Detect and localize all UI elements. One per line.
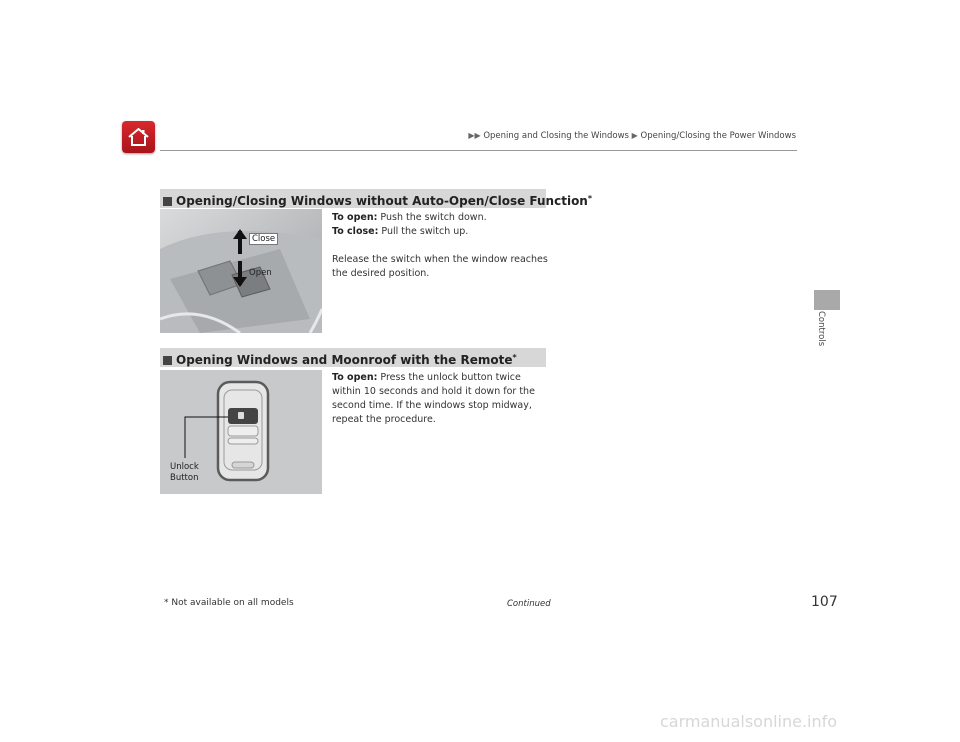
home-icon [126, 125, 151, 149]
open-instruction: Press the unlock button twice within 10 seconds and hold it down for the second time. If the windows stop midway, repeat the procedure. [332, 372, 535, 425]
release-instruction: Release the switch when the window reaches the desired position. [332, 254, 548, 279]
home-button[interactable] [122, 121, 155, 153]
section-title: Opening Windows and Moonroof with the Remote [176, 353, 513, 367]
close-label: Close [249, 233, 278, 245]
window-switch-drawing [160, 209, 322, 333]
bullet-square-icon [163, 197, 172, 206]
section-heading [160, 348, 546, 367]
footnote-mark: * [587, 194, 593, 203]
open-label-text: To open: [332, 212, 378, 223]
page-number: 107 [811, 594, 838, 610]
remote-key-illustration [160, 370, 322, 494]
watermark: carmanualsonline.info [660, 712, 838, 731]
window-switch-illustration [160, 209, 322, 333]
close-instruction: Pull the switch up. [381, 226, 469, 237]
breadcrumb-arrow-icon: ▶▶ [468, 131, 481, 140]
section1-body [332, 211, 552, 281]
breadcrumb-item[interactable]: Opening/Closing the Power Windows [640, 131, 796, 141]
breadcrumb-item[interactable]: Opening and Closing the Windows [483, 131, 629, 141]
footnote: * Not available on all models [164, 598, 294, 608]
bullet-square-icon [163, 356, 172, 365]
open-instruction: Push the switch down. [380, 212, 487, 223]
footnote-mark: * [512, 353, 517, 362]
breadcrumb [440, 131, 796, 141]
section2-body [332, 371, 548, 427]
unlock-label-line1: Unlock [170, 462, 199, 472]
section-title: Opening/Closing Windows without Auto-Open/Close Function [176, 194, 588, 208]
breadcrumb-arrow-icon: ▶ [631, 131, 638, 140]
open-label: Open [249, 268, 272, 278]
chapter-marker [814, 290, 840, 310]
section-heading [160, 189, 593, 208]
chapter-tab-label: Controls [816, 311, 826, 347]
unlock-label-line2: Button [170, 473, 199, 483]
open-label-text: To open: [332, 372, 378, 383]
close-label-text: To close: [332, 226, 379, 237]
header-divider [160, 150, 797, 151]
chapter-tab[interactable] [800, 311, 840, 351]
continued-label: Continued [507, 599, 551, 609]
unlock-button-label [170, 462, 199, 484]
